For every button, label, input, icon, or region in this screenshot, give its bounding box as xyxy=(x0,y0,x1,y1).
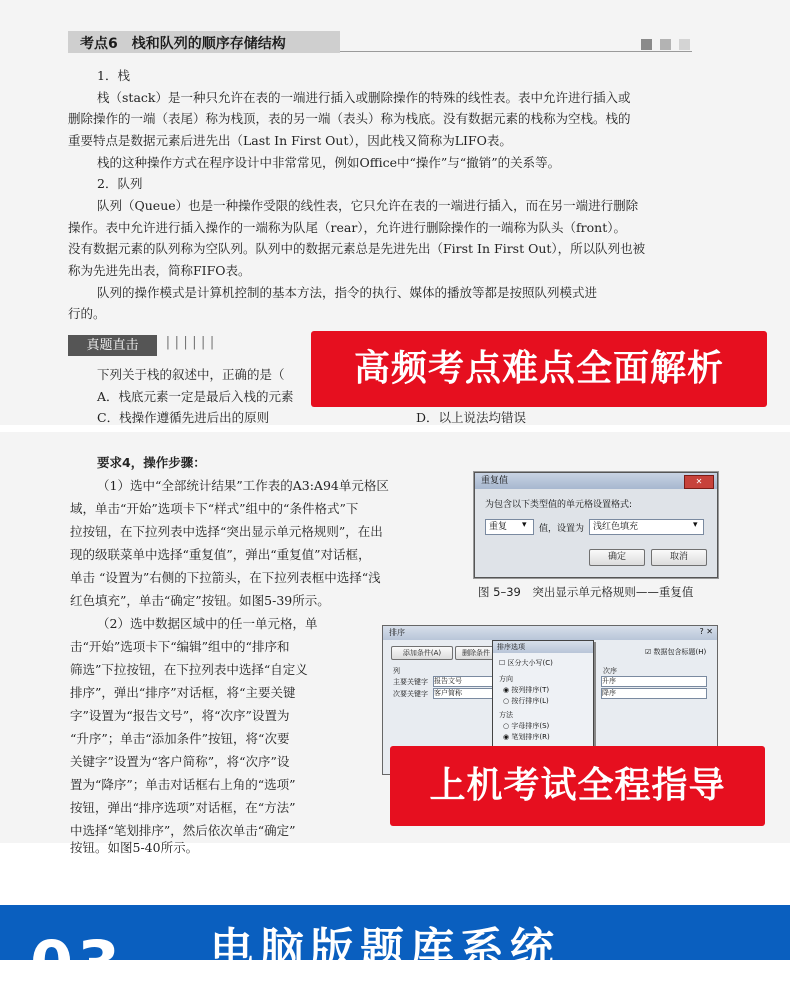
step-line: 单击 “设置为”右侧的下拉箭头，在下拉列表框中选择“浅 xyxy=(70,570,381,585)
paragraph-line: 行的。 xyxy=(68,306,106,321)
primary-key-select[interactable]: 报告文号 xyxy=(433,676,493,687)
radio-by-row[interactable]: ○ 按行排序(L) xyxy=(503,697,549,705)
figure-caption: 图 5–39 突出显示单元格规则——重复值 xyxy=(478,585,694,599)
chevron-down-icon[interactable]: ▾ xyxy=(522,520,527,530)
direction-label: 方向 xyxy=(499,675,513,683)
close-icon[interactable]: ? ✕ xyxy=(699,627,713,636)
step-heading: 要求4，操作步骤： xyxy=(97,455,206,470)
promo-banner-analysis: 高频考点难点全面解析 xyxy=(311,331,767,407)
method-label: 方法 xyxy=(499,711,513,719)
radio-by-column[interactable]: ◉ 按列排序(T) xyxy=(503,686,550,694)
step-line: （1）选中“全部统计结果”工作表的A3:A94单元格区 xyxy=(97,478,389,493)
paragraph-line: 栈（stack）是一种只允许在表的一端进行插入或删除操作的特殊的线性表。表中允许进行插入或 xyxy=(97,90,631,105)
paragraph-line: 删除操作的一端（表尾）称为栈顶，表的另一端（表头）称为栈底。没有数据元素的栈称为空栈。栈的 xyxy=(68,111,631,126)
step-line: 击“开始”选项卡下“编辑”组中的“排序和 xyxy=(70,639,290,654)
order-select-1[interactable]: 升序 xyxy=(601,676,707,687)
order-label: 次序 xyxy=(603,667,617,675)
paragraph-line: 1．栈 xyxy=(97,68,130,83)
chevron-down-icon[interactable]: ▾ xyxy=(693,520,698,530)
paragraph-line: 队列的操作模式是计算机控制的基本方法，指令的执行、媒体的播放等都是按照队列模式进 xyxy=(97,285,598,300)
header-checkbox[interactable]: ☑ 数据包含标题(H) xyxy=(645,648,707,656)
option-c: C．栈操作遵循先进后出的原则 xyxy=(97,410,270,425)
duplicate-values-dialog xyxy=(474,472,718,578)
case-sensitive-checkbox[interactable]: ☐ 区分大小写(C) xyxy=(499,659,553,667)
format-select[interactable]: 浅红色填充 xyxy=(589,519,704,535)
sort-options-dialog xyxy=(492,640,594,754)
option-a: A．栈底元素一定是最后入栈的元素 xyxy=(97,389,294,404)
primary-key-label: 主要关键字 xyxy=(393,678,428,686)
secondary-key-label: 次要关键字 xyxy=(393,690,428,698)
option-d: D．以上说法均错误 xyxy=(416,410,527,425)
cancel-button[interactable]: 取消 xyxy=(651,549,707,566)
step-line: 排序”，弹出“排序”对话框，将“主要关键 xyxy=(70,685,296,700)
promo-banner-guide: 上机考试全程指导 xyxy=(390,746,765,826)
close-icon[interactable]: ✕ xyxy=(684,475,714,489)
step-line: 按钮，弹出“排序选项”对话框，在“方法” xyxy=(70,800,296,815)
paragraph-line: 没有数据元素的队列称为空队列。队列中的数据元素总是先进先出（First In First Out），所以队列也被 xyxy=(68,241,646,256)
radio-stroke-sort[interactable]: ◉ 笔划排序(R) xyxy=(503,733,550,741)
section-label-bars: |||||| xyxy=(164,335,217,350)
secondary-key-select[interactable]: 客户简称 xyxy=(433,688,493,699)
radio-letter-sort[interactable]: ○ 字母排序(S) xyxy=(503,722,550,730)
step-line: 按钮。如图5-40所示。 xyxy=(70,840,199,855)
delete-condition-button[interactable]: 删除条件 xyxy=(455,646,497,660)
question-text: 下列关于栈的叙述中，正确的是（ xyxy=(97,367,285,382)
section-number: 03 xyxy=(30,927,125,1000)
heading-rule xyxy=(340,51,692,52)
step-line: 拉按钮，在下拉列表中选择“突出显示单元格规则”，在出 xyxy=(70,524,383,539)
step-line: 现的级联菜单中选择“重复值”，弹出“重复值”对话框， xyxy=(70,547,371,562)
paragraph-line: 重要特点是数据元素后进先出（Last In First Out），因此栈又简称为LIFO表。 xyxy=(68,133,512,148)
section-title: 电脑版题库系统 xyxy=(210,924,560,975)
step-line: 字”设置为“报告文号”，将“次序”设置为 xyxy=(70,708,290,723)
step-line: 置为“降序”；单击对话框右上角的“选项” xyxy=(70,777,296,792)
add-condition-button[interactable]: 添加条件(A) xyxy=(391,646,453,660)
section-label: 真题直击 xyxy=(68,335,157,356)
column-label: 列 xyxy=(393,667,400,675)
dialog-title: 排序 xyxy=(383,626,717,640)
step-line: 关键字”设置为“客户简称”，将“次序”设 xyxy=(70,754,290,769)
paragraph-line: 称为先进先出表，简称FIFO表。 xyxy=(68,263,251,278)
value-label: 值，设置为 xyxy=(539,524,585,534)
square-icon xyxy=(679,39,690,50)
step-line: （2）选中数据区域中的任一单元格，单 xyxy=(97,616,318,631)
dialog-prompt: 为包含以下类型值的单元格设置格式: xyxy=(485,500,633,510)
step-line: 筛选”下拉按钮，在下拉列表中选择“自定义 xyxy=(70,662,308,677)
step-line: 中选择“笔划排序”，然后依次单击“确定” xyxy=(70,823,296,838)
paragraph-line: 栈的这种操作方式在程序设计中非常常见，例如Office中“操作”与“撤销”的关系等。 xyxy=(97,155,561,170)
paragraph-line: 队列（Queue）也是一种操作受限的线性表，它只允许在表的一端进行插入，而在另一端进行删除 xyxy=(97,198,639,213)
square-icon xyxy=(660,39,671,50)
order-select-2[interactable]: 降序 xyxy=(601,688,707,699)
paragraph-line: 操作。表中允许进行插入操作的一端称为队尾（rear），允许进行删除操作的一端称为队头（front）。 xyxy=(68,220,627,235)
step-line: 红色填充”，单击“确定”按钮。如图5-39所示。 xyxy=(70,593,330,608)
paragraph-line: 2．队列 xyxy=(97,176,143,191)
value-type-select[interactable]: 重复 xyxy=(485,519,534,535)
dialog-title: 重复值 xyxy=(475,473,717,489)
section-heading: 考点6 栈和队列的顺序存储结构 xyxy=(80,36,286,52)
dialog-title: 排序选项 xyxy=(497,643,525,651)
ok-button[interactable]: 确定 xyxy=(589,549,645,566)
step-line: 域，单击“开始”选项卡下“样式”组中的“条件格式”下 xyxy=(70,501,359,516)
square-icon xyxy=(641,39,652,50)
step-line: “升序”；单击“添加条件”按钮，将“次要 xyxy=(70,731,290,746)
